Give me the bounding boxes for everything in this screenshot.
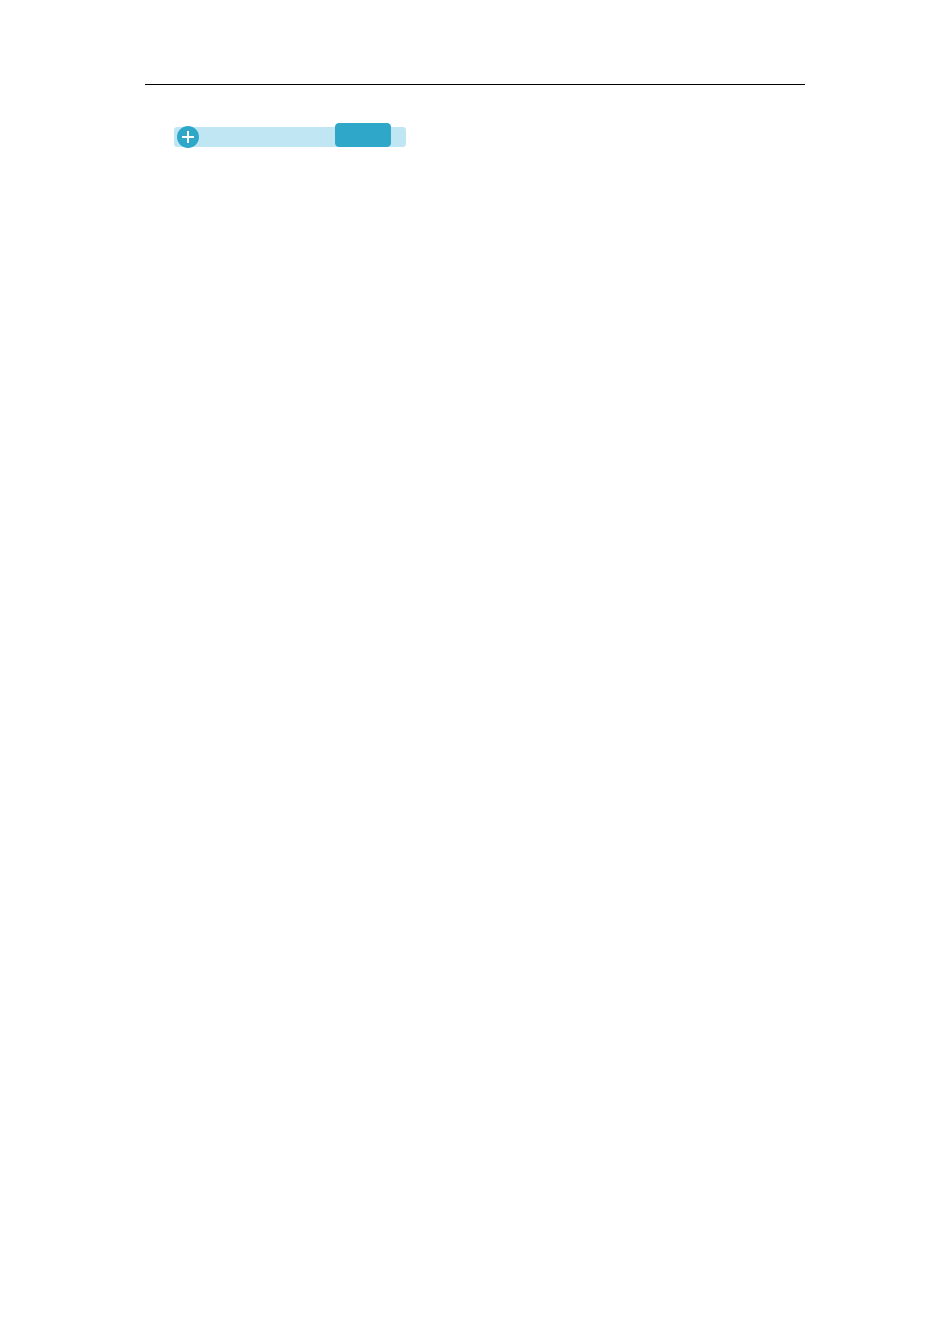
header-rule [145, 84, 805, 85]
banner-tag [335, 123, 391, 147]
page-content [145, 121, 807, 159]
section-banner [174, 121, 807, 159]
